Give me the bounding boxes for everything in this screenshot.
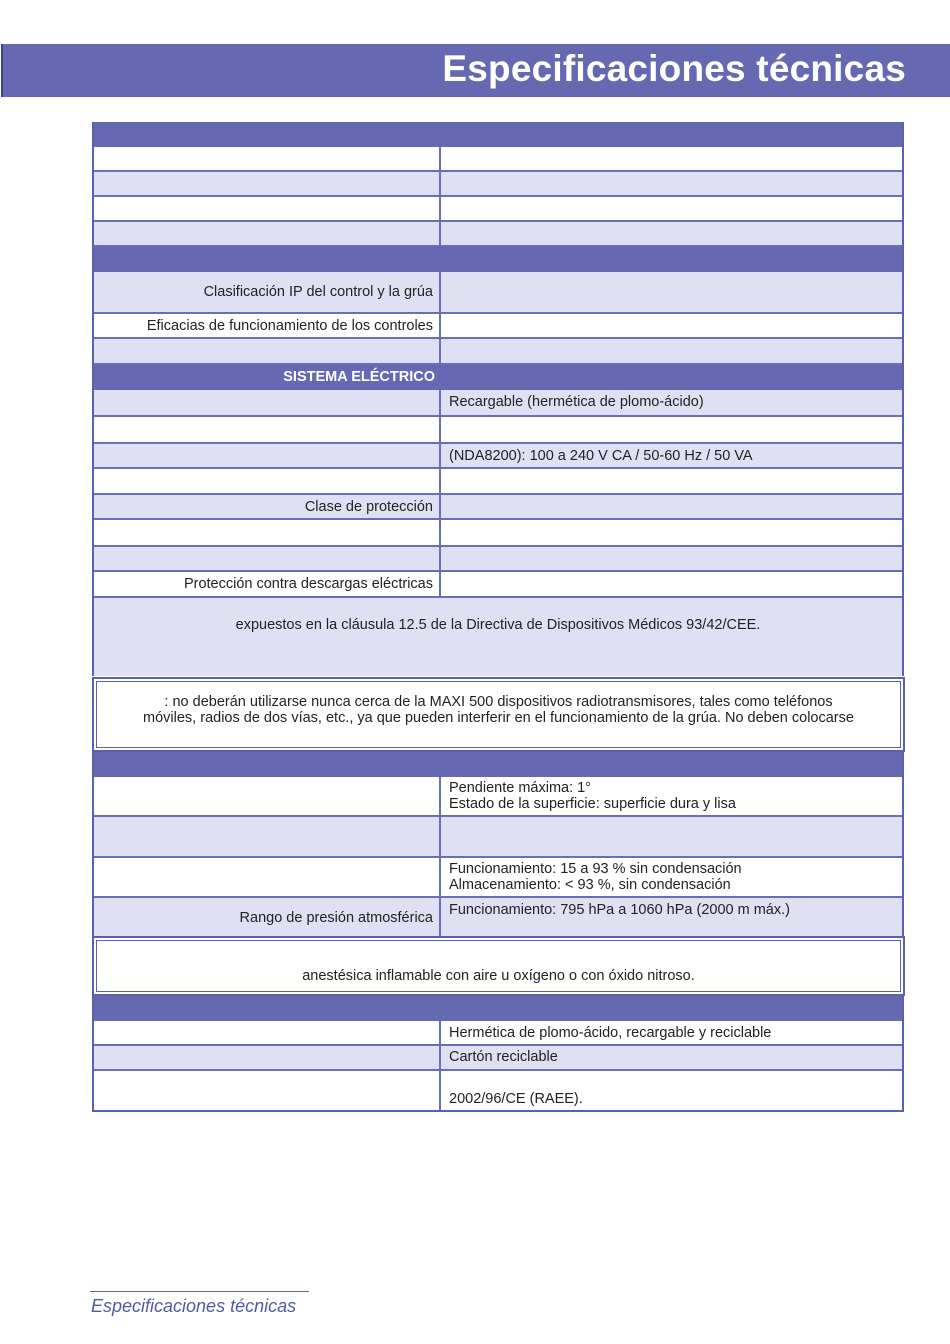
footer-rule (90, 1291, 309, 1292)
humidity-operation: Funcionamiento: 15 a 93 % sin condensación (449, 861, 742, 877)
weee-value: 2002/96/CE (RAEE). (449, 1091, 583, 1107)
recycling-battery-value: Hermética de plomo-ácido, recargable y reciclable (449, 1025, 772, 1041)
charger-value: (NDA8200): 100 a 240 V CA / 50-60 Hz / 50 VA (449, 448, 753, 464)
table-row (94, 1021, 902, 1046)
table-row (94, 197, 902, 222)
table-row (94, 777, 902, 817)
electrical-section-title: SISTEMA ELÉCTRICO (283, 368, 435, 385)
pressure-value: Funcionamiento: 795 hPa a 1060 hPa (2000 m máx.) (449, 902, 790, 918)
table-row (94, 222, 902, 247)
humidity-storage: Almacenamiento: < 93 %, sin condensación (449, 877, 731, 893)
controls-efficacy-label: Eficacias de funcionamiento de los controles (94, 314, 441, 337)
table-row (94, 272, 902, 314)
section-header (94, 996, 902, 1021)
footer-title: Especificaciones técnicas (91, 1296, 297, 1316)
table-row (94, 572, 902, 598)
table-row (94, 469, 902, 495)
table-row (94, 147, 902, 172)
warning-note-anesthetic (92, 936, 905, 996)
table-row (94, 417, 902, 444)
section-header-electrical (94, 365, 902, 390)
table-row (94, 495, 902, 520)
emc-text: expuestos en la cláusula 12.5 de la Directiva de Dispositivos Médicos 93/42/CEE. (235, 617, 761, 633)
warning-line-2: móviles, radios de dos vías, etc., ya que pueden interferir en el funcionamiento de la grúa. No deben colocarse (143, 710, 854, 726)
section-header (94, 247, 902, 272)
shock-protection-label: Protección contra descargas eléctricas (94, 572, 441, 596)
pressure-label: Rango de presión atmosférica (94, 898, 441, 937)
surface-slope: Pendiente máxima: 1° (449, 780, 592, 796)
ip-classification-label: Clasificación IP del control y la grúa (94, 272, 441, 312)
anesthetic-warning-text: anestésica inflamable con aire u oxígeno o con óxido nitroso. (302, 968, 695, 984)
battery-value: Recargable (hermética de plomo-ácido) (449, 394, 704, 410)
spec-table-general (92, 122, 904, 676)
table-row (94, 817, 902, 858)
table-row (94, 547, 902, 572)
table-row (94, 314, 902, 339)
spec-table-environment (92, 752, 904, 937)
surface-condition: Estado de la superficie: superficie dura y lisa (449, 796, 736, 812)
spec-table-recycling (92, 996, 904, 1112)
table-row (94, 444, 902, 469)
table-row (94, 172, 902, 197)
table-row (94, 858, 902, 898)
table-row (94, 339, 902, 365)
warning-line-1: : no deberán utilizarse nunca cerca de la MAXI 500 dispositivos radiotransmisores, tales como teléfonos (164, 694, 833, 710)
table-row (94, 1046, 902, 1071)
emc-row (94, 598, 902, 676)
header-band (1, 44, 950, 97)
protection-class-label: Clase de protección (94, 495, 441, 518)
section-header (94, 752, 902, 777)
table-row (94, 898, 902, 937)
table-row (94, 390, 902, 417)
section-header (94, 122, 902, 147)
page-title: Especificaciones técnicas (442, 48, 906, 89)
table-row (94, 1071, 902, 1110)
table-row (94, 520, 902, 547)
packaging-value: Cartón reciclable (449, 1049, 558, 1065)
warning-note-radio (92, 677, 905, 752)
